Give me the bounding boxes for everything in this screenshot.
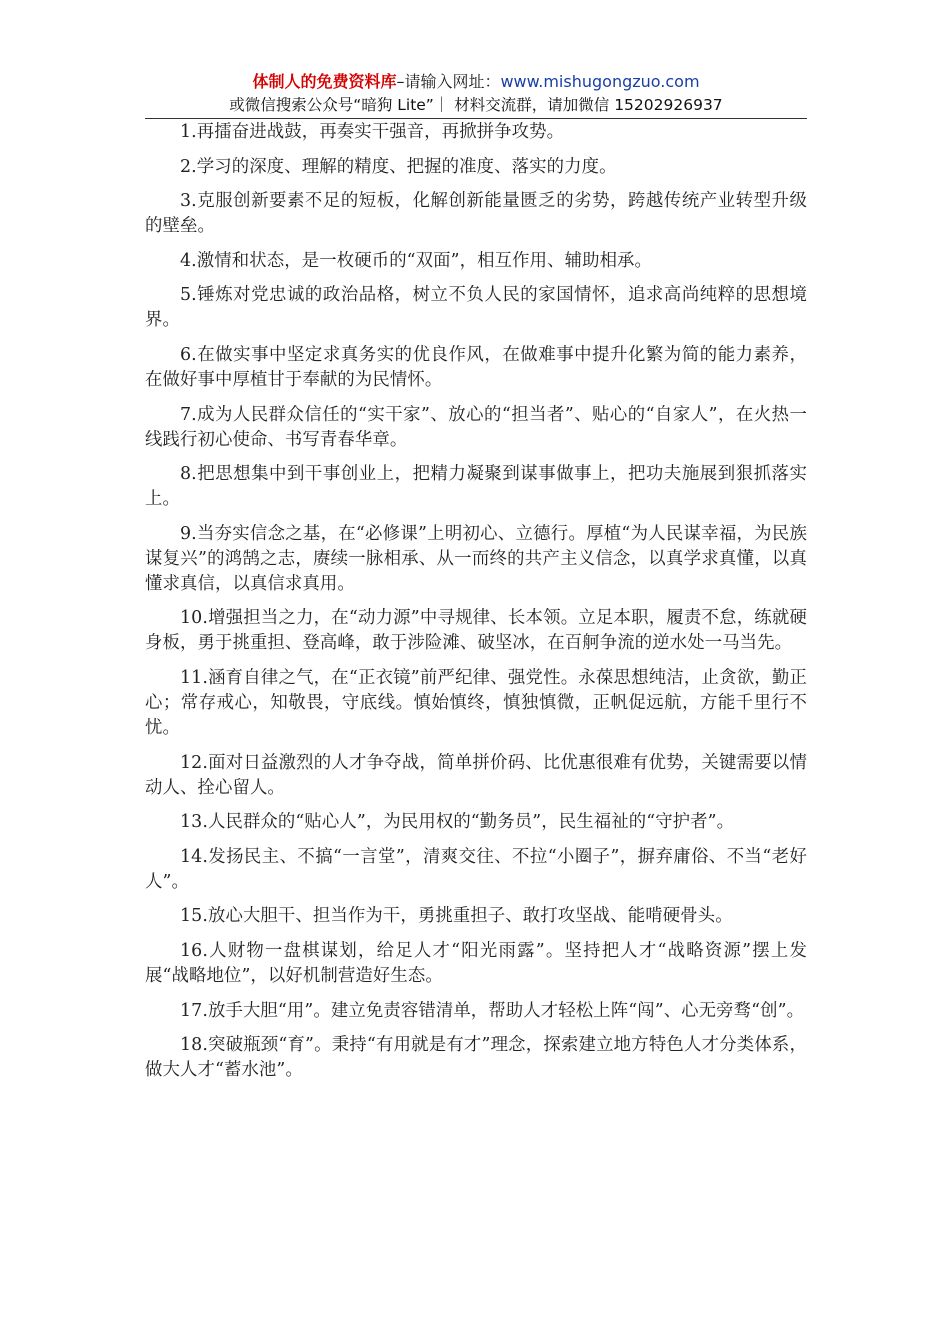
paragraph-7: 7.成为人民群众信任的“实干家”、放心的“担当者”、贴心的“自家人”，在火热一线践行初心使命、书写青春华章。 [145,404,807,450]
paragraph-8: 8.把思想集中到干事创业上，把精力凝聚到谋事做事上，把功夫施展到狠抓落实上。 [145,464,807,510]
paragraph-18: 18.突破瓶颈“育”。秉持“有用就是有才”理念，探索建立地方特色人才分类体系，做大人才“蓄水池”。 [145,1035,807,1081]
header-line-1 [145,70,807,94]
document-body [145,120,807,1093]
paragraph-3: 3.克服创新要素不足的短板，化解创新能量匮乏的劣势，跨越传统产业转型升级的壁垒。 [145,191,807,237]
paragraph-4: 4.激情和状态，是一枚硬币的“双面”，相互作用、辅助相承。 [180,250,653,271]
paragraph-16: 16.人财物一盘棋谋划，给足人才“阳光雨露”。坚持把人才“战略资源”摆上发展“战略地位”，以好机制营造好生态。 [145,940,807,986]
paragraph-1: 1.再擂奋进战鼓，再奏实干强音，再掀拼争攻势。 [180,122,565,142]
paragraph-17: 17.放手大胆“用”。建立免责容错清单，帮助人才轻松上阵“闯”、心无旁骛“创”。 [180,1000,805,1021]
paragraph-11: 11.涵育自律之气，在“正衣镜”前严纪律、强党性。永葆思想纯洁，止贪欲，勤正心；常存戒心，知敬畏，守底线。慎始慎终，慎独慎微，正帆促远航，方能千里行不忧。 [145,667,807,738]
header-line-2: 或微信搜索公众号“暗狗 Lite”｜ 材料交流群，请加微信 15202926937 [229,96,723,114]
paragraph-9: 9.当夯实信念之基，在“必修课”上明初心、立德行。厚植“为人民谋幸福，为民族谋复兴”的鸿鹄之志，赓续一脉相承、从一而终的共产主义信念，以真学求真懂，以真懂求真信，以真信求真用。 [145,523,807,594]
header-divider [145,118,807,119]
paragraph-15: 15.放心大胆干、担当作为干，勇挑重担子、敢打攻坚战、能啃硬骨头。 [180,906,733,927]
paragraph-13: 13.人民群众的“贴心人”，为民用权的“勤务员”，民生福祉的“守护者”。 [180,812,735,833]
paragraph-12: 12.面对日益激烈的人才争夺战，简单拼价码、比优惠很难有优势，关键需要以情动人、拴心留人。 [145,752,807,798]
page-header [145,70,807,116]
header-url-link[interactable]: www.mishugongzuo.com [500,72,700,91]
paragraph-5: 5.锤炼对党忠诚的政治品格，树立不负人民的家国情怀，追求高尚纯粹的思想境界。 [145,285,807,331]
paragraph-2: 2.学习的深度、理解的精度、把握的准度、落实的力度。 [180,156,617,177]
header-brand: 体制人的免费资料库 [252,72,397,91]
paragraph-6: 6.在做实事中坚定求真务实的优良作风，在做难事中提升化繁为简的能力素养，在做好事中厚植甘于奉献的为民情怀。 [145,344,807,390]
header-prompt: –请输入网址： [396,72,501,91]
paragraph-10: 10.增强担当之力，在“动力源”中寻规律、长本领。立足本职，履责不怠，练就硬身板，勇于挑重担、登高峰，敢于涉险滩、破坚冰，在百舸争流的逆水处一马当先。 [145,608,807,654]
paragraph-14: 14.发扬民主、不搞“一言堂”，清爽交往、不拉“小圈子”，摒弃庸俗、不当“老好人”。 [145,846,807,892]
